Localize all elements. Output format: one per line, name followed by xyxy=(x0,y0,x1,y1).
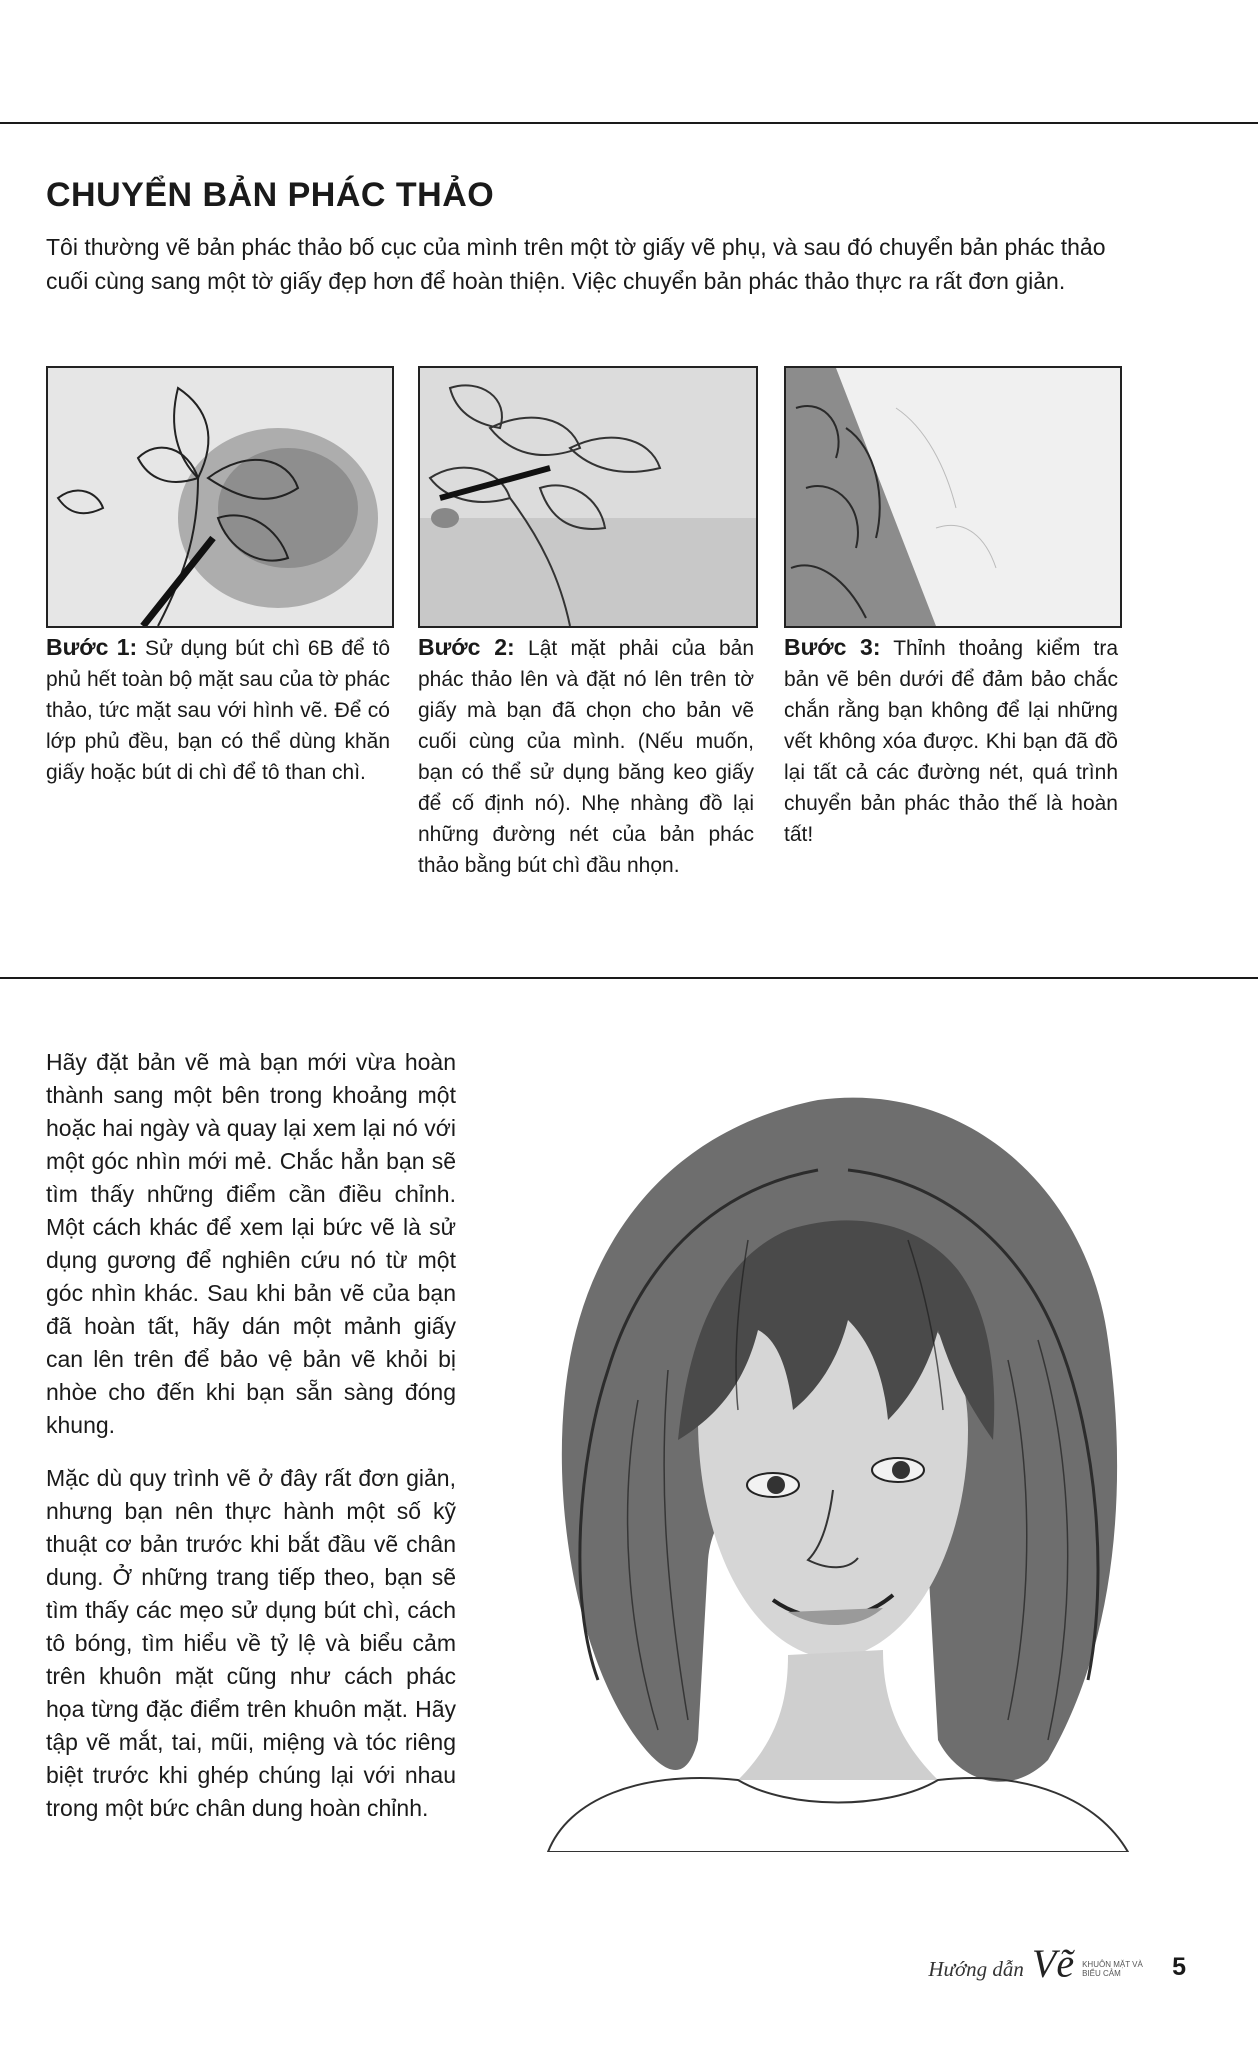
section-title: CHUYỂN BẢN PHÁC THẢO xyxy=(46,176,495,214)
step-3-label: Bước 3: xyxy=(784,634,881,660)
top-rule xyxy=(0,122,1258,124)
step-2-photo xyxy=(418,366,758,628)
step-1-photo xyxy=(46,366,394,628)
step-2-caption xyxy=(418,632,754,881)
intro-paragraph: Tôi thường vẽ bản phác thảo bố cục của mình trên một tờ giấy vẽ phụ, và sau đó chuyển bản phác thảo cuối cùng sang một tờ giấy đẹp hơn để hoàn thiện. Việc chuyển bản phác thảo thực ra rất đơn giản. xyxy=(46,234,1106,294)
body-paragraph-1: Hãy đặt bản vẽ mà bạn mới vừa hoàn thành sang một bên trong khoảng một hoặc hai ngày và quay lại xem lại nó với một góc nhìn mới mẻ. Chắc hẳn bạn sẽ tìm thấy những điểm cần điều chỉnh. Một cách khác để xem lại bức vẽ là sử dụng gương để nghiên cứu nó từ một góc nhìn khác. Sau khi bản vẽ của bạn đã hoàn tất, hãy dán một mảnh giấy can lên trên để bảo vệ bản vẽ khỏi bị nhòe cho đến khi bạn sẵn sàng đóng khung. xyxy=(46,1049,456,1438)
step-2-label: Bước 2: xyxy=(418,634,515,660)
page-number: 5 xyxy=(1172,1953,1186,1981)
step-3-text: Thỉnh thoảng kiểm tra bản vẽ bên dưới để đảm bảo chắc chắn rằng bạn không để lại những vết không xóa được. Khi bạn đã đồ lại tất cả các đường nét, quá trình chuyển bản phác thảo thế là hoàn tất! xyxy=(784,637,1118,846)
footer-brand-small: Hướng dẫn xyxy=(928,1957,1024,1981)
step-1-text: Sử dụng bút chì 6B để tô phủ hết toàn bộ mặt sau của tờ phác thảo, tức mặt sau với hình vẽ. Để có lớp phủ đều, bạn có thể dùng khăn giấy hoặc bút di chì để tô than chì. xyxy=(46,637,390,784)
step-1-caption xyxy=(46,632,390,788)
section-divider xyxy=(0,977,1258,979)
footer-brand-big: Vẽ xyxy=(1031,1941,1075,1986)
portrait-drawing xyxy=(488,1040,1172,1852)
body-text xyxy=(46,1046,456,1845)
step-2-text: Lật mặt phải của bản phác thảo lên và đặt nó lên trên tờ giấy mà bạn đã chọn cho bản vẽ cuối cùng của mình. (Nếu muốn, bạn có thể sử dụng băng keo giấy để cố định nó). Nhẹ nhàng đồ lại những đường nét của bản phác thảo bằng bút chì đầu nhọn. xyxy=(418,637,754,877)
body-paragraph-2: Mặc dù quy trình vẽ ở đây rất đơn giản, nhưng bạn nên thực hành một số kỹ thuật cơ bản trước khi bắt đầu vẽ chân dung. Ở những trang tiếp theo, bạn sẽ tìm thấy các mẹo sử dụng bút chì, cách tô bóng, tìm hiểu về tỷ lệ và biểu cảm trên khuôn mặt cũng như cách phác họa từng đặc điểm trên khuôn mặt. Hãy tập vẽ mắt, tai, mũi, miệng và tóc riêng biệt trước khi ghép chúng lại với nhau trong một bức chân dung hoàn chỉnh. xyxy=(46,1465,456,1821)
footer-brand-subtitle: KHUÔN MẶT VÀ BIỂU CẢM xyxy=(1082,1960,1143,1978)
step-1-label: Bước 1: xyxy=(46,634,138,660)
step-3-photo xyxy=(784,366,1122,628)
page-footer xyxy=(928,1941,1186,1986)
step-3-caption xyxy=(784,632,1118,850)
